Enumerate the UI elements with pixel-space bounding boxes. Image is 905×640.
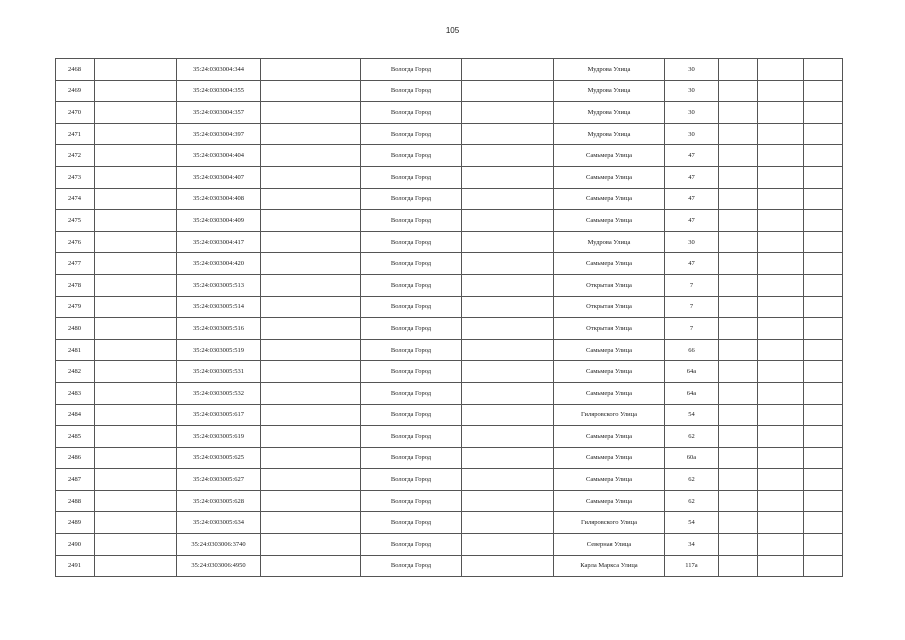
house-number-cell: 30	[665, 59, 719, 81]
table-row	[56, 166, 843, 188]
empty-cell	[804, 426, 843, 448]
empty-cell	[462, 382, 554, 404]
street-cell: Мудрова Улица	[554, 231, 665, 253]
empty-cell	[719, 80, 758, 102]
house-number-cell: 30	[665, 102, 719, 124]
city-cell: Вологда Город	[361, 253, 462, 275]
empty-cell	[758, 361, 804, 383]
street-cell: Самьмера Улица	[554, 490, 665, 512]
table-row	[56, 102, 843, 124]
empty-cell	[462, 469, 554, 491]
row-number-cell: 2479	[56, 296, 95, 318]
empty-cell	[462, 231, 554, 253]
empty-cell	[95, 361, 177, 383]
page-number: 105	[445, 26, 460, 35]
row-number-cell: 2472	[56, 145, 95, 167]
city-cell: Вологда Город	[361, 210, 462, 232]
empty-cell	[95, 512, 177, 534]
empty-cell	[462, 512, 554, 534]
city-cell: Вологда Город	[361, 404, 462, 426]
row-number-cell: 2481	[56, 339, 95, 361]
cadastral-number-cell: 35:24:0303004:355	[177, 80, 261, 102]
table-row	[56, 80, 843, 102]
empty-cell	[758, 166, 804, 188]
empty-cell	[462, 188, 554, 210]
empty-cell	[719, 404, 758, 426]
row-number-cell: 2486	[56, 447, 95, 469]
row-number-cell: 2485	[56, 426, 95, 448]
empty-cell	[719, 296, 758, 318]
row-number-cell: 2491	[56, 555, 95, 577]
empty-cell	[95, 59, 177, 81]
table-row	[56, 253, 843, 275]
house-number-cell: 62	[665, 469, 719, 491]
empty-cell	[95, 80, 177, 102]
empty-cell	[719, 426, 758, 448]
house-number-cell: 47	[665, 145, 719, 167]
city-cell: Вологда Город	[361, 274, 462, 296]
empty-cell	[462, 102, 554, 124]
empty-cell	[719, 188, 758, 210]
empty-cell	[719, 274, 758, 296]
street-cell: Гиляровского Улица	[554, 512, 665, 534]
empty-cell	[804, 534, 843, 556]
street-cell: Карла Маркса Улица	[554, 555, 665, 577]
empty-cell	[758, 296, 804, 318]
city-cell: Вологда Город	[361, 102, 462, 124]
empty-cell	[719, 166, 758, 188]
empty-cell	[462, 426, 554, 448]
cadastral-number-cell: 35:24:0303005:531	[177, 361, 261, 383]
empty-cell	[804, 447, 843, 469]
street-cell: Мудрова Улица	[554, 80, 665, 102]
cadastral-number-cell: 35:24:0303004:408	[177, 188, 261, 210]
row-number-cell: 2471	[56, 123, 95, 145]
empty-cell	[804, 188, 843, 210]
row-number-cell: 2474	[56, 188, 95, 210]
house-number-cell: 47	[665, 210, 719, 232]
table-row	[56, 382, 843, 404]
empty-cell	[719, 231, 758, 253]
house-number-cell: 47	[665, 166, 719, 188]
empty-cell	[95, 447, 177, 469]
empty-cell	[804, 512, 843, 534]
table-row	[56, 123, 843, 145]
table-row	[56, 231, 843, 253]
row-number-cell: 2490	[56, 534, 95, 556]
street-cell: Самьмера Улица	[554, 188, 665, 210]
empty-cell	[95, 318, 177, 340]
table-row	[56, 188, 843, 210]
empty-cell	[719, 361, 758, 383]
row-number-cell: 2478	[56, 274, 95, 296]
table-row	[56, 469, 843, 491]
street-cell: Самьмера Улица	[554, 210, 665, 232]
empty-cell	[719, 102, 758, 124]
empty-cell	[261, 210, 361, 232]
empty-cell	[719, 534, 758, 556]
empty-cell	[804, 555, 843, 577]
empty-cell	[758, 426, 804, 448]
empty-cell	[95, 296, 177, 318]
house-number-cell: 47	[665, 188, 719, 210]
cadastral-number-cell: 35:24:0303005:628	[177, 490, 261, 512]
empty-cell	[804, 490, 843, 512]
empty-cell	[804, 59, 843, 81]
empty-cell	[261, 339, 361, 361]
row-number-cell: 2477	[56, 253, 95, 275]
cadastral-number-cell: 35:24:0303005:625	[177, 447, 261, 469]
house-number-cell: 34	[665, 534, 719, 556]
street-cell: Самьмера Улица	[554, 339, 665, 361]
empty-cell	[719, 123, 758, 145]
empty-cell	[758, 404, 804, 426]
house-number-cell: 7	[665, 274, 719, 296]
empty-cell	[95, 555, 177, 577]
street-cell: Открытая Улица	[554, 274, 665, 296]
city-cell: Вологда Город	[361, 231, 462, 253]
row-number-cell: 2487	[56, 469, 95, 491]
street-cell: Самьмера Улица	[554, 382, 665, 404]
house-number-cell: 64а	[665, 382, 719, 404]
empty-cell	[758, 145, 804, 167]
empty-cell	[261, 512, 361, 534]
empty-cell	[95, 426, 177, 448]
cadastral-number-cell: 35:24:0303005:634	[177, 512, 261, 534]
empty-cell	[95, 145, 177, 167]
cadastral-number-cell: 35:24:0303004:409	[177, 210, 261, 232]
city-cell: Вологда Город	[361, 534, 462, 556]
table-row	[56, 426, 843, 448]
city-cell: Вологда Город	[361, 80, 462, 102]
row-number-cell: 2475	[56, 210, 95, 232]
empty-cell	[95, 339, 177, 361]
city-cell: Вологда Город	[361, 382, 462, 404]
empty-cell	[462, 59, 554, 81]
cadastral-number-cell: 35:24:0303004:404	[177, 145, 261, 167]
empty-cell	[758, 382, 804, 404]
empty-cell	[462, 253, 554, 275]
city-cell: Вологда Город	[361, 296, 462, 318]
row-number-cell: 2476	[56, 231, 95, 253]
empty-cell	[261, 59, 361, 81]
house-number-cell: 7	[665, 296, 719, 318]
street-cell: Самьмера Улица	[554, 361, 665, 383]
table-row	[56, 145, 843, 167]
house-number-cell: 64а	[665, 361, 719, 383]
empty-cell	[95, 166, 177, 188]
empty-cell	[261, 555, 361, 577]
empty-cell	[261, 274, 361, 296]
cadastral-number-cell: 35:24:0303005:519	[177, 339, 261, 361]
cadastral-number-cell: 35:24:0303004:420	[177, 253, 261, 275]
house-number-cell: 117а	[665, 555, 719, 577]
empty-cell	[804, 469, 843, 491]
row-number-cell: 2484	[56, 404, 95, 426]
empty-cell	[758, 123, 804, 145]
house-number-cell: 62	[665, 426, 719, 448]
city-cell: Вологда Город	[361, 555, 462, 577]
row-number-cell: 2468	[56, 59, 95, 81]
empty-cell	[719, 555, 758, 577]
city-cell: Вологда Город	[361, 166, 462, 188]
empty-cell	[804, 404, 843, 426]
house-number-cell: 62	[665, 490, 719, 512]
table-row	[56, 339, 843, 361]
table-row	[56, 210, 843, 232]
empty-cell	[261, 382, 361, 404]
empty-cell	[261, 447, 361, 469]
empty-cell	[758, 210, 804, 232]
empty-cell	[95, 231, 177, 253]
empty-cell	[462, 210, 554, 232]
empty-cell	[462, 490, 554, 512]
empty-cell	[719, 145, 758, 167]
city-cell: Вологда Город	[361, 145, 462, 167]
empty-cell	[758, 274, 804, 296]
empty-cell	[261, 102, 361, 124]
empty-cell	[462, 339, 554, 361]
street-cell: Самьмера Улица	[554, 145, 665, 167]
empty-cell	[719, 447, 758, 469]
cadastral-number-cell: 35:24:0303004:344	[177, 59, 261, 81]
city-cell: Вологда Город	[361, 490, 462, 512]
empty-cell	[261, 490, 361, 512]
city-cell: Вологда Город	[361, 469, 462, 491]
empty-cell	[719, 339, 758, 361]
house-number-cell: 30	[665, 80, 719, 102]
empty-cell	[758, 80, 804, 102]
house-number-cell: 54	[665, 404, 719, 426]
cadastral-number-cell: 35:24:0303005:516	[177, 318, 261, 340]
table-row	[56, 361, 843, 383]
empty-cell	[261, 361, 361, 383]
empty-cell	[804, 102, 843, 124]
empty-cell	[261, 426, 361, 448]
empty-cell	[95, 469, 177, 491]
empty-cell	[95, 404, 177, 426]
house-number-cell: 30	[665, 231, 719, 253]
empty-cell	[758, 253, 804, 275]
empty-cell	[804, 123, 843, 145]
empty-cell	[758, 231, 804, 253]
empty-cell	[462, 447, 554, 469]
empty-cell	[758, 59, 804, 81]
empty-cell	[261, 166, 361, 188]
empty-cell	[804, 210, 843, 232]
table-row	[56, 404, 843, 426]
row-number-cell: 2469	[56, 80, 95, 102]
table-row	[56, 512, 843, 534]
empty-cell	[261, 123, 361, 145]
city-cell: Вологда Город	[361, 188, 462, 210]
empty-cell	[804, 382, 843, 404]
registry-body	[56, 59, 843, 577]
empty-cell	[261, 534, 361, 556]
row-number-cell: 2470	[56, 102, 95, 124]
empty-cell	[758, 534, 804, 556]
house-number-cell: 30	[665, 123, 719, 145]
empty-cell	[758, 512, 804, 534]
empty-cell	[261, 80, 361, 102]
empty-cell	[462, 80, 554, 102]
empty-cell	[758, 469, 804, 491]
empty-cell	[719, 469, 758, 491]
empty-cell	[804, 318, 843, 340]
street-cell: Самьмера Улица	[554, 447, 665, 469]
empty-cell	[95, 274, 177, 296]
empty-cell	[95, 210, 177, 232]
table-row	[56, 59, 843, 81]
empty-cell	[719, 512, 758, 534]
cadastral-number-cell: 35:24:0303005:513	[177, 274, 261, 296]
street-cell: Мудрова Улица	[554, 123, 665, 145]
street-cell: Гиляровского Улица	[554, 404, 665, 426]
row-number-cell: 2482	[56, 361, 95, 383]
house-number-cell: 54	[665, 512, 719, 534]
cadastral-number-cell: 35:24:0303005:619	[177, 426, 261, 448]
empty-cell	[261, 318, 361, 340]
house-number-cell: 47	[665, 253, 719, 275]
cadastral-number-cell: 35:24:0303006:3740	[177, 534, 261, 556]
table-row	[56, 274, 843, 296]
empty-cell	[462, 296, 554, 318]
empty-cell	[95, 382, 177, 404]
empty-cell	[804, 145, 843, 167]
empty-cell	[462, 145, 554, 167]
empty-cell	[804, 361, 843, 383]
empty-cell	[719, 318, 758, 340]
empty-cell	[758, 318, 804, 340]
city-cell: Вологда Город	[361, 339, 462, 361]
empty-cell	[261, 253, 361, 275]
row-number-cell: 2483	[56, 382, 95, 404]
empty-cell	[758, 339, 804, 361]
empty-cell	[261, 469, 361, 491]
row-number-cell: 2489	[56, 512, 95, 534]
empty-cell	[758, 490, 804, 512]
table-row	[56, 296, 843, 318]
empty-cell	[95, 253, 177, 275]
empty-cell	[804, 253, 843, 275]
empty-cell	[719, 59, 758, 81]
empty-cell	[758, 555, 804, 577]
house-number-cell: 60а	[665, 447, 719, 469]
empty-cell	[804, 274, 843, 296]
empty-cell	[758, 447, 804, 469]
empty-cell	[95, 188, 177, 210]
empty-cell	[719, 253, 758, 275]
city-cell: Вологда Город	[361, 123, 462, 145]
empty-cell	[758, 188, 804, 210]
cadastral-number-cell: 35:24:0303005:514	[177, 296, 261, 318]
empty-cell	[95, 123, 177, 145]
empty-cell	[804, 296, 843, 318]
empty-cell	[261, 296, 361, 318]
empty-cell	[462, 555, 554, 577]
cadastral-number-cell: 35:24:0303004:417	[177, 231, 261, 253]
empty-cell	[95, 534, 177, 556]
empty-cell	[261, 404, 361, 426]
cadastral-number-cell: 35:24:0303005:532	[177, 382, 261, 404]
street-cell: Самьмера Улица	[554, 166, 665, 188]
street-cell: Открытая Улица	[554, 318, 665, 340]
cadastral-number-cell: 35:24:0303004:397	[177, 123, 261, 145]
registry-table	[55, 58, 843, 577]
street-cell: Самьмера Улица	[554, 426, 665, 448]
house-number-cell: 7	[665, 318, 719, 340]
house-number-cell: 66	[665, 339, 719, 361]
empty-cell	[462, 361, 554, 383]
empty-cell	[95, 102, 177, 124]
table-row	[56, 555, 843, 577]
empty-cell	[719, 210, 758, 232]
row-number-cell: 2488	[56, 490, 95, 512]
city-cell: Вологда Город	[361, 318, 462, 340]
empty-cell	[462, 318, 554, 340]
empty-cell	[462, 534, 554, 556]
table-row	[56, 318, 843, 340]
cadastral-number-cell: 35:24:0303005:617	[177, 404, 261, 426]
city-cell: Вологда Город	[361, 447, 462, 469]
street-cell: Северная Улица	[554, 534, 665, 556]
empty-cell	[95, 490, 177, 512]
empty-cell	[719, 490, 758, 512]
empty-cell	[462, 274, 554, 296]
row-number-cell: 2480	[56, 318, 95, 340]
street-cell: Самьмера Улица	[554, 253, 665, 275]
city-cell: Вологда Город	[361, 59, 462, 81]
table-row	[56, 447, 843, 469]
street-cell: Открытая Улица	[554, 296, 665, 318]
empty-cell	[462, 166, 554, 188]
street-cell: Мудрова Улица	[554, 59, 665, 81]
empty-cell	[261, 145, 361, 167]
empty-cell	[261, 188, 361, 210]
cadastral-number-cell: 35:24:0303005:627	[177, 469, 261, 491]
cadastral-number-cell: 35:24:0303004:357	[177, 102, 261, 124]
empty-cell	[261, 231, 361, 253]
street-cell: Самьмера Улица	[554, 469, 665, 491]
empty-cell	[804, 166, 843, 188]
empty-cell	[462, 404, 554, 426]
empty-cell	[804, 339, 843, 361]
city-cell: Вологда Город	[361, 361, 462, 383]
cadastral-number-cell: 35:24:0303006:4950	[177, 555, 261, 577]
cadastral-number-cell: 35:24:0303004:407	[177, 166, 261, 188]
table-row	[56, 534, 843, 556]
city-cell: Вологда Город	[361, 426, 462, 448]
table-row	[56, 490, 843, 512]
city-cell: Вологда Город	[361, 512, 462, 534]
street-cell: Мудрова Улица	[554, 102, 665, 124]
row-number-cell: 2473	[56, 166, 95, 188]
empty-cell	[804, 80, 843, 102]
empty-cell	[719, 382, 758, 404]
empty-cell	[758, 102, 804, 124]
empty-cell	[462, 123, 554, 145]
empty-cell	[804, 231, 843, 253]
